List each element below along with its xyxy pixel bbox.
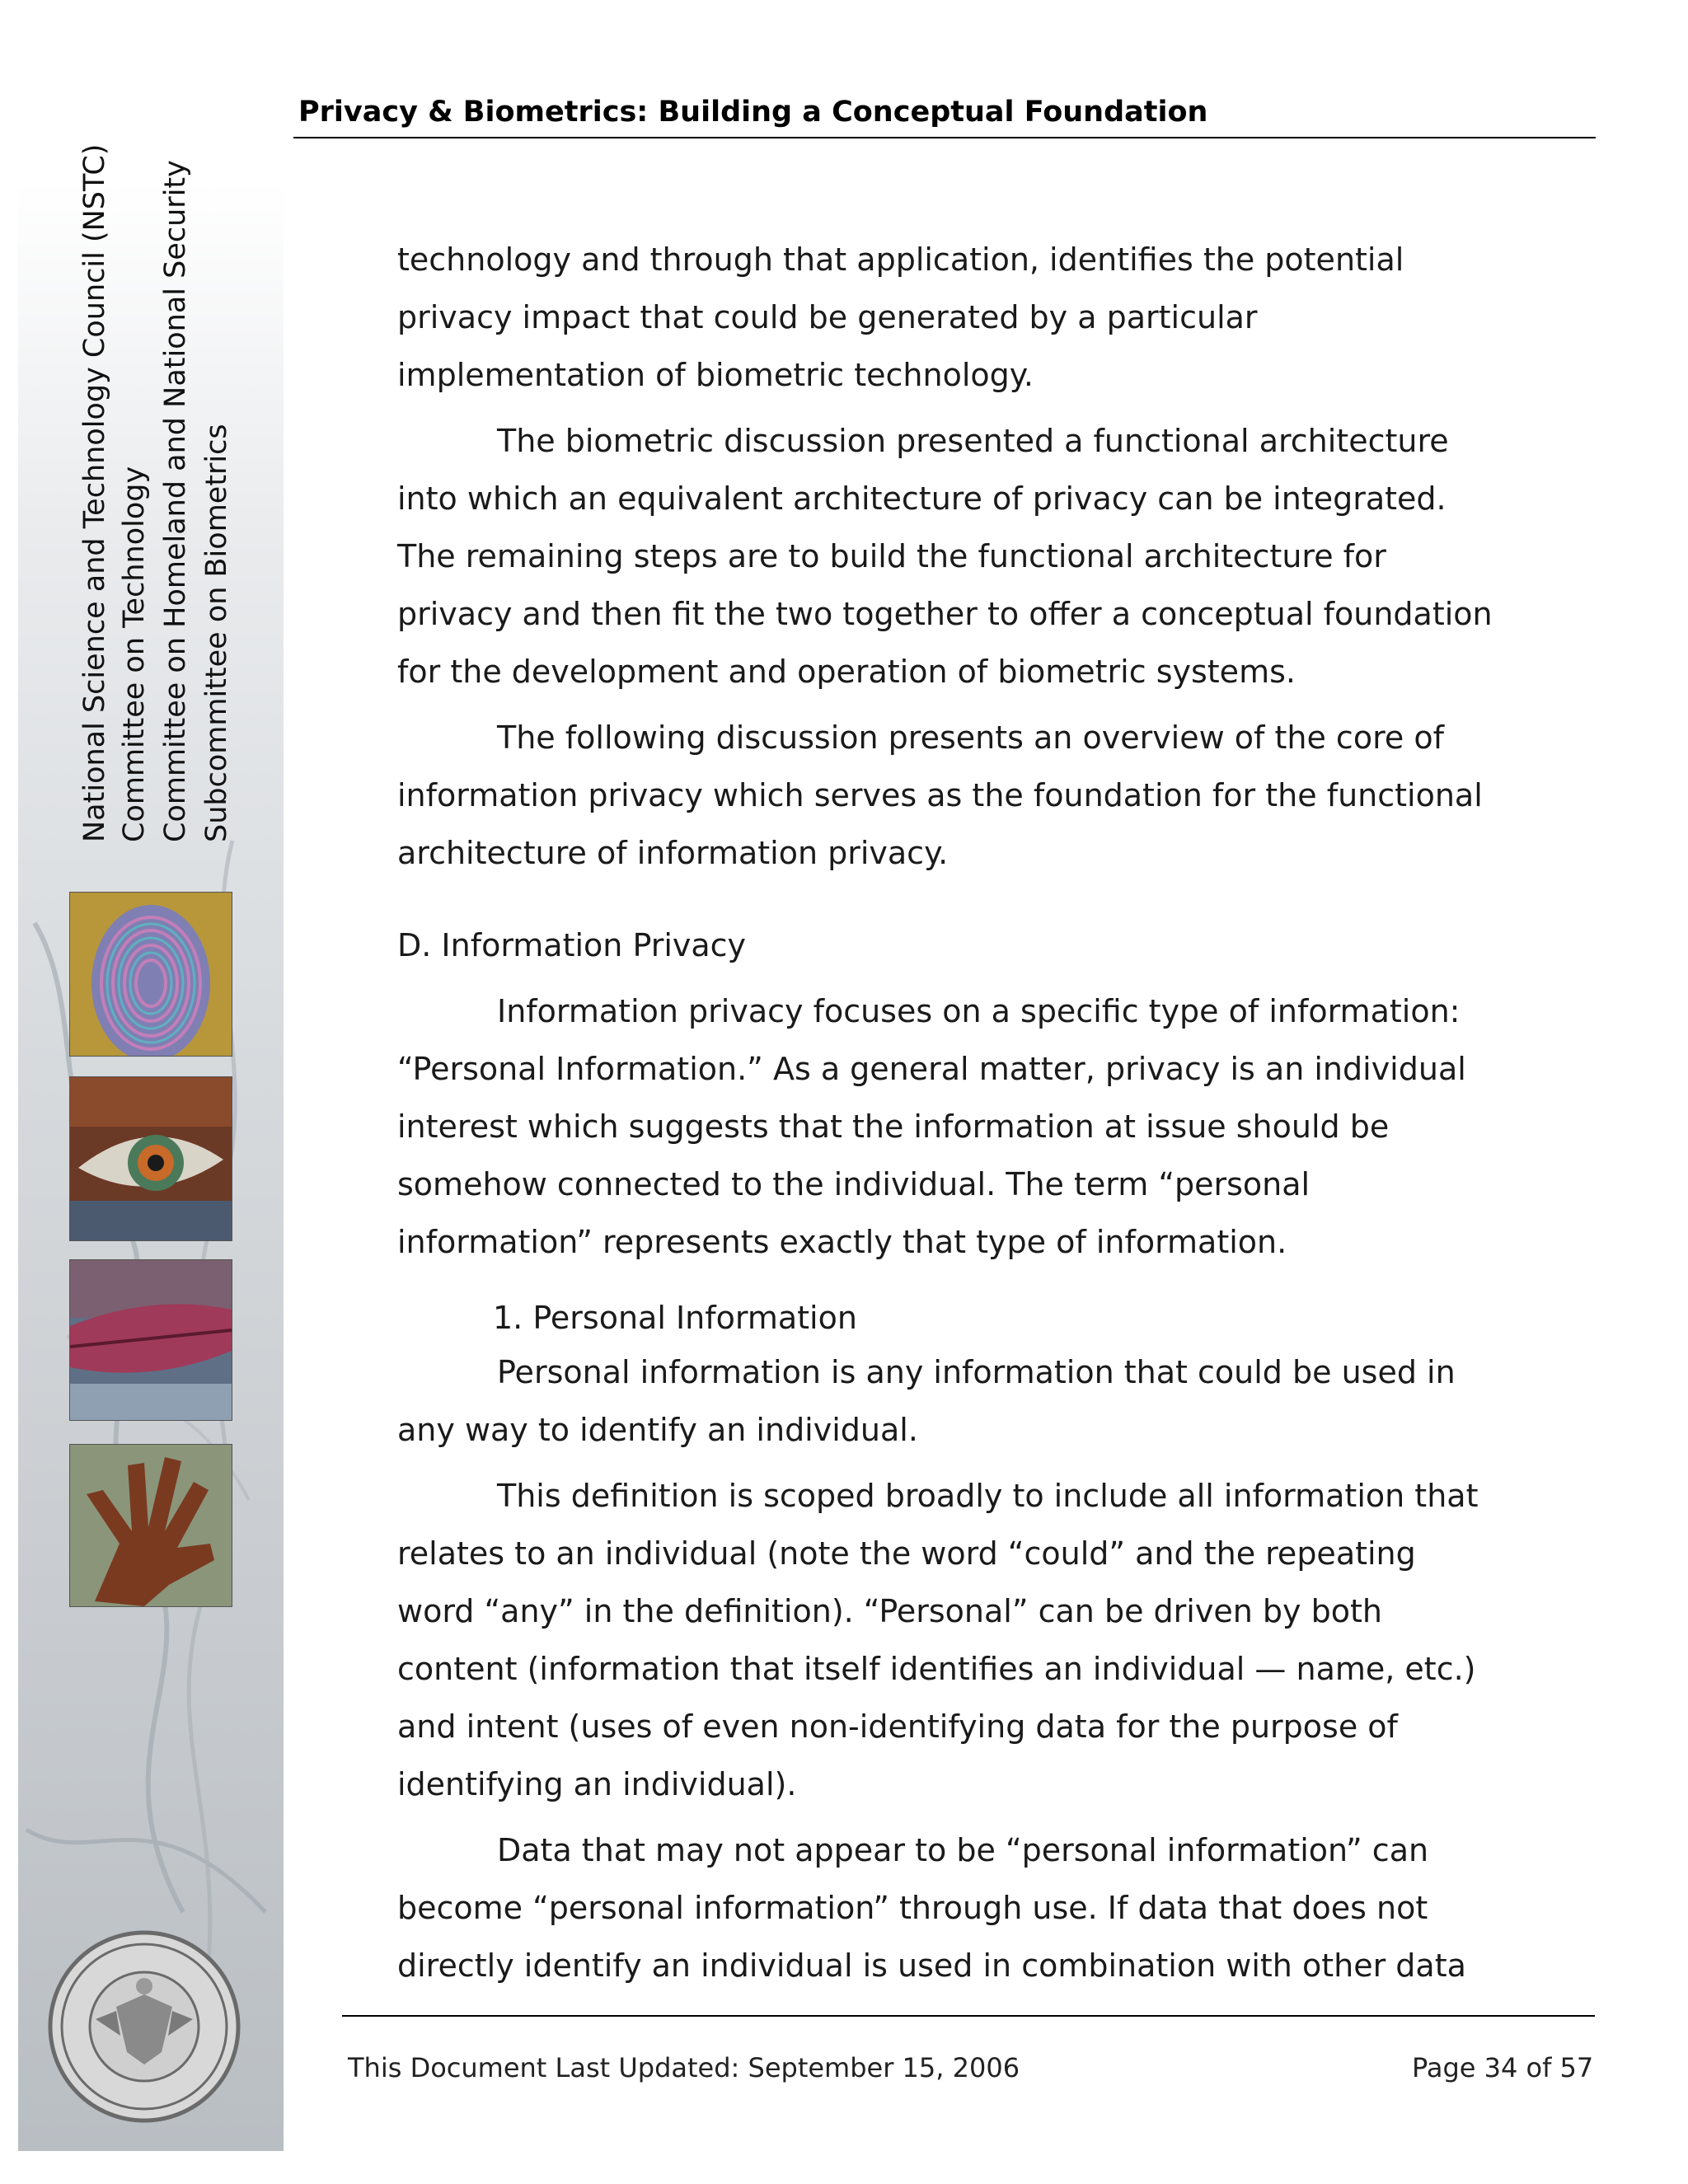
lips-image bbox=[69, 1259, 232, 1421]
org-line-committee-homeland: Committee on Homeland and National Security bbox=[159, 160, 192, 842]
paragraph: technology and through that application, identifies the potential privacy impact that could be generated by a particular implementation of biometric technology. bbox=[397, 241, 1404, 393]
paragraph: Personal information is any information that could be used in any way to identify an individual. bbox=[397, 1354, 1456, 1448]
paragraph: Data that may not appear to be “personal information” can become “personal information” through use. If data that does not directly identify an individual is used in combination with other data bbox=[397, 1832, 1466, 1984]
section-heading-information-privacy: D. Information Privacy bbox=[397, 927, 747, 963]
org-line-committee-technology: Committee on Technology bbox=[118, 466, 151, 842]
last-updated-text: This Document Last Updated: September 15, 2006 bbox=[348, 2052, 1020, 2083]
paragraph: This definition is scoped broadly to include all information that relates to an individual (note the word “could” and the repeating word “any” in the definition). “Personal” can be driven by both content (information that itself identifies an individual — name, etc.) and intent (uses of even non-identifying data for the purpose of identifying an individual). bbox=[397, 1478, 1479, 1802]
paragraph: Information privacy focuses on a specific type of information: “Personal Information.” As a general matter, privacy is an individual interest which suggests that the information at issue should be somehow connected to the individual. The term “personal information” represents exactly that type of information. bbox=[397, 993, 1466, 1260]
paragraph: The biometric discussion presented a functional architecture into which an equivalent architecture of privacy can be integrated. The remaining steps are to build the functional architecture for privacy and then fit the two together to offer a conceptual foundation for the development and operation of biometric systems. bbox=[397, 423, 1493, 690]
org-line-subcommittee-biometrics: Subcommittee on Biometrics bbox=[200, 424, 233, 842]
sidebar-org-labels bbox=[78, 143, 233, 842]
footer-rule bbox=[342, 2015, 1595, 2017]
page-number: Page 34 of 57 bbox=[1412, 2052, 1594, 2083]
running-header-title: Privacy & Biometrics: Building a Conceptual Foundation bbox=[298, 96, 1208, 129]
paragraph: The following discussion presents an overview of the core of information privacy which serves as the foundation for the functional architecture of information privacy. bbox=[397, 719, 1483, 871]
header-rule bbox=[293, 137, 1596, 138]
hand-image bbox=[69, 1444, 232, 1607]
fingerprint-image bbox=[69, 892, 232, 1057]
executive-office-seal bbox=[46, 1929, 242, 2125]
org-line-nstc: National Science and Technology Council (NSTC) bbox=[78, 143, 111, 842]
document-body bbox=[397, 231, 1502, 1994]
subsection-heading-personal-information: 1. Personal Information bbox=[493, 1300, 857, 1336]
eye-image bbox=[69, 1076, 232, 1241]
